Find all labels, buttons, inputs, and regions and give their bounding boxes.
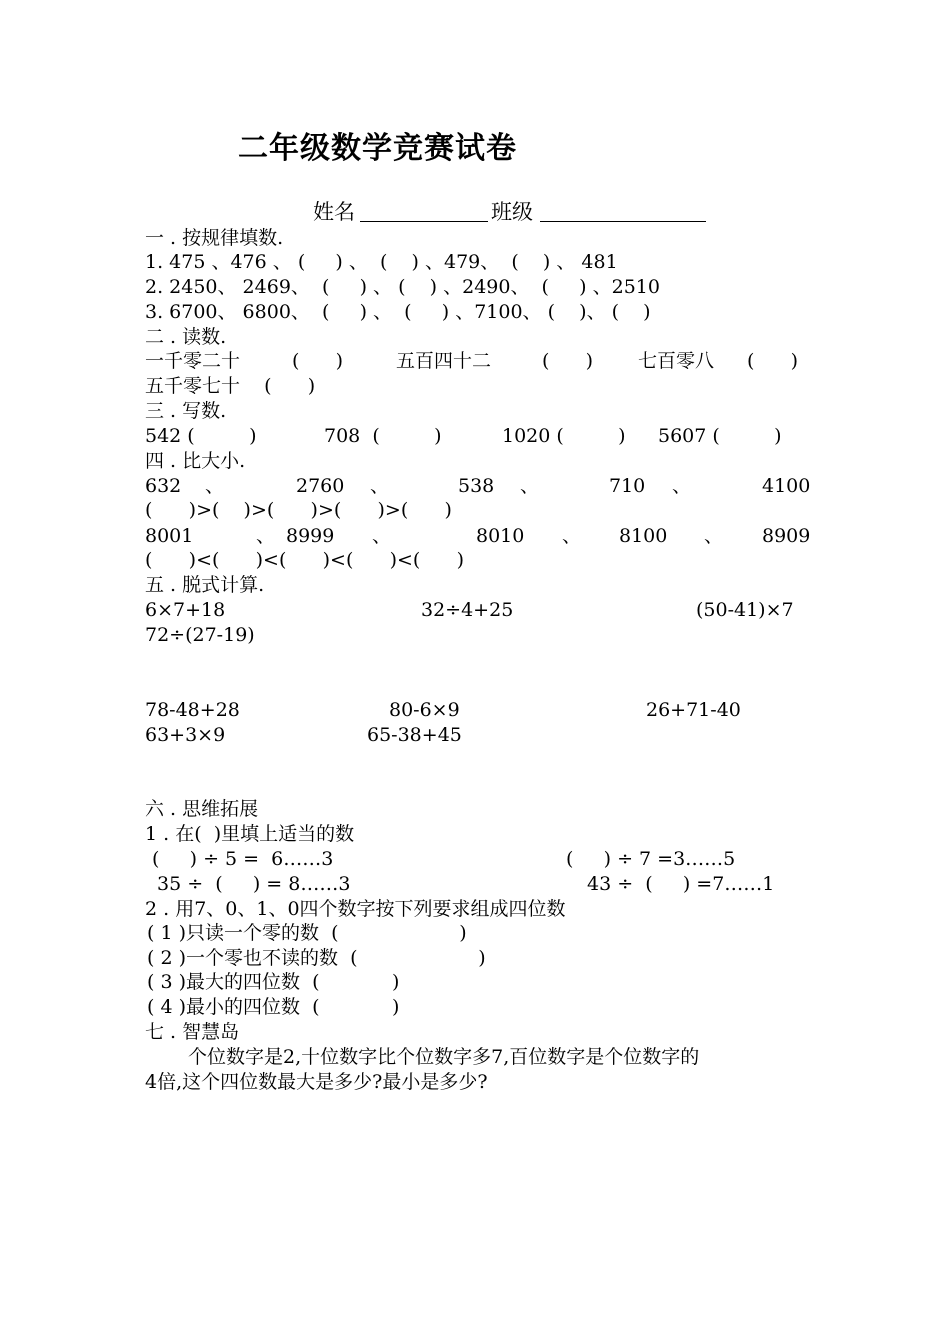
question-line: 3. 6700、 6800、 ( ) 、 ( ) 、7100、 ( )、 ( )	[145, 301, 651, 323]
question-line: ( 1 )只读一个零的数 ( )	[147, 922, 467, 944]
problem-text: 个位数字是2,十位数字比个位数字多7,百位数字是个位数字的	[188, 1046, 700, 1068]
page-title: 二年级数学竞赛试卷	[238, 131, 517, 166]
name-label: 姓名	[313, 200, 355, 224]
expression: 72÷(27-19)	[145, 624, 255, 646]
write-item: 708 ( )	[324, 425, 442, 447]
section-4-heading: 四 . 比大小.	[145, 450, 246, 472]
answer-blank: ( )	[292, 350, 344, 372]
separator: 、	[704, 525, 724, 547]
write-item: 1020 ( )	[502, 425, 626, 447]
compare-number: 8909	[762, 525, 811, 547]
section-6-heading: 六 . 思维拓展	[145, 798, 259, 820]
compare-blanks: ( )<( )<( )<( )<( )	[145, 549, 464, 571]
number-word: 七百零八	[638, 350, 715, 372]
expression: 80-6×9	[389, 699, 460, 721]
answer-blank: ( )	[542, 350, 594, 372]
write-item: 542 ( )	[145, 425, 257, 447]
division-line: 43 ÷ ( ) =7……1	[587, 873, 775, 895]
compare-number: 8001	[145, 525, 194, 547]
section-7-heading: 七 . 智慧岛	[145, 1021, 240, 1043]
separator: 、	[205, 475, 225, 497]
division-line: ( ) ÷ 5 = 6……3	[152, 848, 334, 870]
separator: 、	[562, 525, 582, 547]
question-line: ( 3 )最大的四位数 ( )	[147, 971, 400, 993]
expression: 6×7+18	[145, 599, 226, 621]
compare-number: 8100	[619, 525, 668, 547]
problem-text: 4倍,这个四位数最大是多少?最小是多少?	[145, 1071, 488, 1093]
expression: 32÷4+25	[421, 599, 514, 621]
section-5-heading: 五 . 脱式计算.	[145, 574, 265, 596]
division-line: ( ) ÷ 7 =3……5	[566, 848, 736, 870]
expression: 78-48+28	[145, 699, 240, 721]
expression: 26+71-40	[646, 699, 741, 721]
section-1-heading: 一 . 按规律填数.	[145, 227, 284, 249]
separator: 、	[672, 475, 692, 497]
write-item: 5607 ( )	[658, 425, 782, 447]
separator: 、	[372, 525, 392, 547]
separator: 、	[520, 475, 540, 497]
sub-question: 2 . 用7、0、1、0四个数字按下列要求组成四位数	[145, 898, 566, 920]
number-word: 一千零二十	[145, 350, 241, 372]
compare-number: 632	[145, 475, 182, 497]
section-3-heading: 三 . 写数.	[145, 400, 227, 422]
compare-blanks: ( )>( )>( )>( )>( )	[145, 499, 452, 521]
question-line: ( 2 )一个零也不读的数 ( )	[147, 947, 486, 969]
question-line: ( 4 )最小的四位数 ( )	[147, 996, 400, 1018]
class-label: 班级	[491, 200, 533, 224]
answer-blank: ( )	[747, 350, 799, 372]
question-line: 1. 475 、476 、 ( ) 、 ( ) 、479、 ( ) 、 481	[145, 251, 618, 273]
compare-number: 2760	[296, 475, 345, 497]
expression: (50-41)×7	[696, 599, 794, 621]
question-line: 五千零七十 ( )	[145, 375, 316, 397]
separator: 、	[256, 525, 276, 547]
question-line: 2. 2450、 2469、 ( ) 、 ( ) 、2490、 ( ) 、2510	[145, 276, 660, 298]
compare-number: 8010	[476, 525, 525, 547]
class-blank	[540, 221, 706, 222]
separator: 、	[370, 475, 390, 497]
section-2-heading: 二 . 读数.	[145, 326, 227, 348]
compare-number: 710	[609, 475, 646, 497]
expression: 65-38+45	[367, 724, 462, 746]
number-word: 五百四十二	[396, 350, 492, 372]
sub-question: 1 . 在( )里填上适当的数	[145, 823, 355, 845]
compare-number: 8999	[286, 525, 335, 547]
name-blank	[360, 221, 488, 222]
expression: 63+3×9	[145, 724, 226, 746]
compare-number: 4100	[762, 475, 811, 497]
division-line: 35 ÷ ( ) = 8……3	[157, 873, 351, 895]
compare-number: 538	[458, 475, 495, 497]
